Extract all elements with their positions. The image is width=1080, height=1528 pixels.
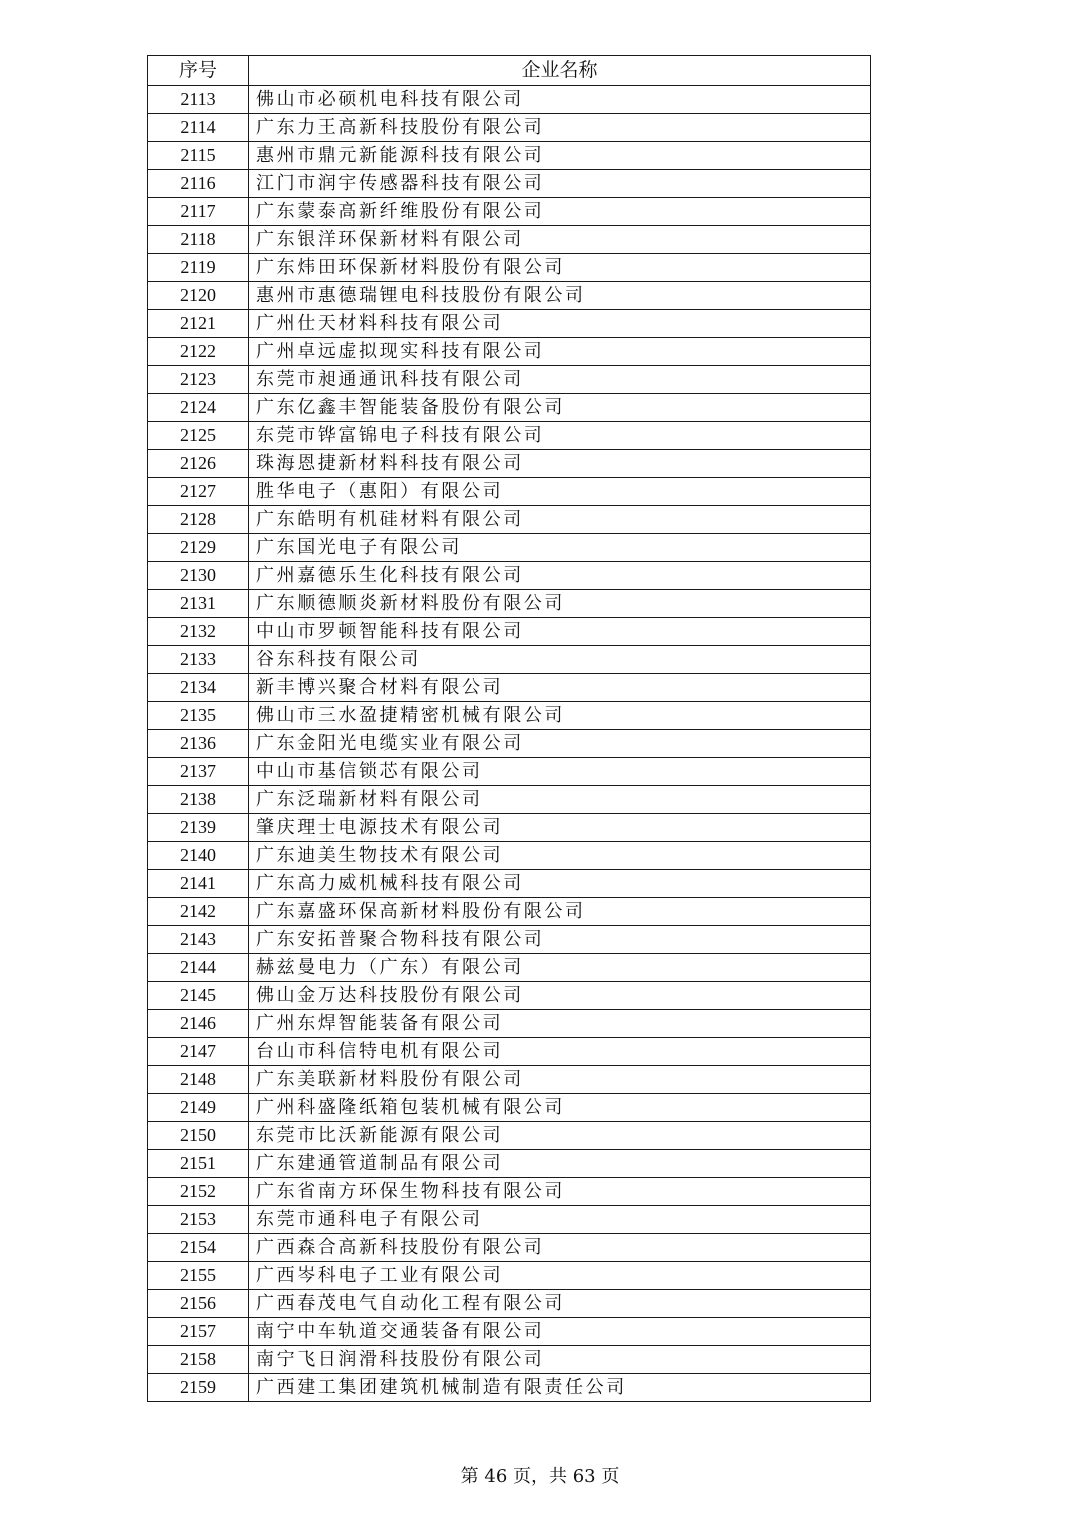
table-row bbox=[148, 730, 871, 758]
company-name-cell: 广西森合高新科技股份有限公司 bbox=[249, 1234, 871, 1262]
company-name-cell: 广东国光电子有限公司 bbox=[249, 534, 871, 562]
row-number-cell: 2159 bbox=[148, 1374, 249, 1402]
table-row bbox=[148, 814, 871, 842]
table-row bbox=[148, 366, 871, 394]
row-number-cell: 2140 bbox=[148, 842, 249, 870]
company-name-cell: 新丰博兴聚合材料有限公司 bbox=[249, 674, 871, 702]
table-row bbox=[148, 590, 871, 618]
company-name-cell: 广东省南方环保生物科技有限公司 bbox=[249, 1178, 871, 1206]
table-row bbox=[148, 1038, 871, 1066]
row-number-cell: 2126 bbox=[148, 450, 249, 478]
table-row bbox=[148, 394, 871, 422]
table-row bbox=[148, 1122, 871, 1150]
table-row bbox=[148, 758, 871, 786]
company-name-cell: 东莞市铧富锦电子科技有限公司 bbox=[249, 422, 871, 450]
row-number-cell: 2115 bbox=[148, 142, 249, 170]
company-name-cell: 广东泛瑞新材料有限公司 bbox=[249, 786, 871, 814]
row-number-cell: 2149 bbox=[148, 1094, 249, 1122]
row-number-cell: 2154 bbox=[148, 1234, 249, 1262]
table-row bbox=[148, 478, 871, 506]
company-name-cell: 广东皓明有机硅材料有限公司 bbox=[249, 506, 871, 534]
company-name-cell: 广东美联新材料股份有限公司 bbox=[249, 1066, 871, 1094]
table-row bbox=[148, 1066, 871, 1094]
row-number-cell: 2138 bbox=[148, 786, 249, 814]
company-name-cell: 谷东科技有限公司 bbox=[249, 646, 871, 674]
row-number-cell: 2146 bbox=[148, 1010, 249, 1038]
table-row bbox=[148, 1150, 871, 1178]
company-name-cell: 中山市罗顿智能科技有限公司 bbox=[249, 618, 871, 646]
company-name-cell: 广州科盛隆纸箱包装机械有限公司 bbox=[249, 1094, 871, 1122]
company-name-cell: 赫兹曼电力（广东）有限公司 bbox=[249, 954, 871, 982]
table-row bbox=[148, 674, 871, 702]
table-row bbox=[148, 702, 871, 730]
row-number-cell: 2148 bbox=[148, 1066, 249, 1094]
company-name-cell: 广东顺德顺炎新材料股份有限公司 bbox=[249, 590, 871, 618]
table-row bbox=[148, 1178, 871, 1206]
company-name-cell: 广州嘉德乐生化科技有限公司 bbox=[249, 562, 871, 590]
row-number-cell: 2153 bbox=[148, 1206, 249, 1234]
table-row bbox=[148, 1010, 871, 1038]
column-header-number: 序号 bbox=[148, 56, 249, 86]
company-name-cell: 惠州市惠德瑞锂电科技股份有限公司 bbox=[249, 282, 871, 310]
row-number-cell: 2147 bbox=[148, 1038, 249, 1066]
company-name-cell: 广东金阳光电缆实业有限公司 bbox=[249, 730, 871, 758]
row-number-cell: 2121 bbox=[148, 310, 249, 338]
row-number-cell: 2157 bbox=[148, 1318, 249, 1346]
company-name-cell: 东莞市通科电子有限公司 bbox=[249, 1206, 871, 1234]
row-number-cell: 2131 bbox=[148, 590, 249, 618]
row-number-cell: 2151 bbox=[148, 1150, 249, 1178]
company-name-cell: 广东安拓普聚合物科技有限公司 bbox=[249, 926, 871, 954]
table-row bbox=[148, 1094, 871, 1122]
company-name-cell: 佛山金万达科技股份有限公司 bbox=[249, 982, 871, 1010]
row-number-cell: 2141 bbox=[148, 870, 249, 898]
row-number-cell: 2136 bbox=[148, 730, 249, 758]
company-name-cell: 东莞市昶通通讯科技有限公司 bbox=[249, 366, 871, 394]
row-number-cell: 2128 bbox=[148, 506, 249, 534]
table-row bbox=[148, 86, 871, 114]
row-number-cell: 2119 bbox=[148, 254, 249, 282]
table-row bbox=[148, 1318, 871, 1346]
row-number-cell: 2156 bbox=[148, 1290, 249, 1318]
row-number-cell: 2116 bbox=[148, 170, 249, 198]
table-row bbox=[148, 1346, 871, 1374]
company-name-cell: 广东银洋环保新材料有限公司 bbox=[249, 226, 871, 254]
table-row bbox=[148, 310, 871, 338]
row-number-cell: 2114 bbox=[148, 114, 249, 142]
table-row bbox=[148, 926, 871, 954]
company-table-container bbox=[147, 55, 870, 1402]
company-name-cell: 广东嘉盛环保高新材料股份有限公司 bbox=[249, 898, 871, 926]
table-row bbox=[148, 254, 871, 282]
table-row bbox=[148, 198, 871, 226]
table-row bbox=[148, 898, 871, 926]
row-number-cell: 2143 bbox=[148, 926, 249, 954]
company-name-cell: 广西建工集团建筑机械制造有限责任公司 bbox=[249, 1374, 871, 1402]
row-number-cell: 2117 bbox=[148, 198, 249, 226]
company-name-cell: 广州卓远虚拟现实科技有限公司 bbox=[249, 338, 871, 366]
table-header-row bbox=[148, 56, 871, 86]
page-number: 第 46 页，共 63 页 bbox=[460, 1466, 620, 1487]
company-name-cell: 广东力王高新科技股份有限公司 bbox=[249, 114, 871, 142]
company-name-cell: 南宁中车轨道交通装备有限公司 bbox=[249, 1318, 871, 1346]
company-name-cell: 广东高力威机械科技有限公司 bbox=[249, 870, 871, 898]
table-body bbox=[148, 86, 871, 1402]
table-row bbox=[148, 1234, 871, 1262]
row-number-cell: 2135 bbox=[148, 702, 249, 730]
table-row bbox=[148, 954, 871, 982]
company-name-cell: 广州仕天材料科技有限公司 bbox=[249, 310, 871, 338]
row-number-cell: 2137 bbox=[148, 758, 249, 786]
table-row bbox=[148, 646, 871, 674]
table-row bbox=[148, 1206, 871, 1234]
company-name-cell: 广东建通管道制品有限公司 bbox=[249, 1150, 871, 1178]
table-row bbox=[148, 842, 871, 870]
company-name-cell: 胜华电子（惠阳）有限公司 bbox=[249, 478, 871, 506]
table-row bbox=[148, 870, 871, 898]
company-name-cell: 江门市润宇传感器科技有限公司 bbox=[249, 170, 871, 198]
row-number-cell: 2130 bbox=[148, 562, 249, 590]
row-number-cell: 2134 bbox=[148, 674, 249, 702]
row-number-cell: 2142 bbox=[148, 898, 249, 926]
table-row bbox=[148, 1290, 871, 1318]
table-row bbox=[148, 618, 871, 646]
row-number-cell: 2113 bbox=[148, 86, 249, 114]
company-name-cell: 广西春茂电气自动化工程有限公司 bbox=[249, 1290, 871, 1318]
row-number-cell: 2129 bbox=[148, 534, 249, 562]
row-number-cell: 2150 bbox=[148, 1122, 249, 1150]
table-row bbox=[148, 226, 871, 254]
table-row bbox=[148, 338, 871, 366]
table-row bbox=[148, 506, 871, 534]
table-row bbox=[148, 422, 871, 450]
row-number-cell: 2144 bbox=[148, 954, 249, 982]
company-table bbox=[147, 55, 871, 1402]
row-number-cell: 2132 bbox=[148, 618, 249, 646]
company-name-cell: 南宁飞日润滑科技股份有限公司 bbox=[249, 1346, 871, 1374]
row-number-cell: 2120 bbox=[148, 282, 249, 310]
column-header-company: 企业名称 bbox=[249, 56, 871, 86]
table-row bbox=[148, 282, 871, 310]
company-name-cell: 佛山市三水盈捷精密机械有限公司 bbox=[249, 702, 871, 730]
row-number-cell: 2118 bbox=[148, 226, 249, 254]
table-row bbox=[148, 142, 871, 170]
company-name-cell: 广东蒙泰高新纤维股份有限公司 bbox=[249, 198, 871, 226]
row-number-cell: 2125 bbox=[148, 422, 249, 450]
company-name-cell: 广州东焊智能装备有限公司 bbox=[249, 1010, 871, 1038]
table-row bbox=[148, 562, 871, 590]
row-number-cell: 2124 bbox=[148, 394, 249, 422]
company-name-cell: 台山市科信特电机有限公司 bbox=[249, 1038, 871, 1066]
company-name-cell: 东莞市比沃新能源有限公司 bbox=[249, 1122, 871, 1150]
row-number-cell: 2158 bbox=[148, 1346, 249, 1374]
row-number-cell: 2139 bbox=[148, 814, 249, 842]
company-name-cell: 肇庆理士电源技术有限公司 bbox=[249, 814, 871, 842]
company-name-cell: 广东迪美生物技术有限公司 bbox=[249, 842, 871, 870]
table-row bbox=[148, 1374, 871, 1402]
company-name-cell: 中山市基信锁芯有限公司 bbox=[249, 758, 871, 786]
table-row bbox=[148, 982, 871, 1010]
table-row bbox=[148, 450, 871, 478]
table-row bbox=[148, 534, 871, 562]
company-name-cell: 惠州市鼎元新能源科技有限公司 bbox=[249, 142, 871, 170]
company-name-cell: 珠海恩捷新材料科技有限公司 bbox=[249, 450, 871, 478]
row-number-cell: 2133 bbox=[148, 646, 249, 674]
row-number-cell: 2155 bbox=[148, 1262, 249, 1290]
company-name-cell: 广东亿鑫丰智能装备股份有限公司 bbox=[249, 394, 871, 422]
table-row bbox=[148, 170, 871, 198]
table-row bbox=[148, 114, 871, 142]
company-name-cell: 佛山市必硕机电科技有限公司 bbox=[249, 86, 871, 114]
company-name-cell: 广西岑科电子工业有限公司 bbox=[249, 1262, 871, 1290]
row-number-cell: 2152 bbox=[148, 1178, 249, 1206]
company-name-cell: 广东炜田环保新材料股份有限公司 bbox=[249, 254, 871, 282]
row-number-cell: 2127 bbox=[148, 478, 249, 506]
row-number-cell: 2145 bbox=[148, 982, 249, 1010]
row-number-cell: 2123 bbox=[148, 366, 249, 394]
table-row bbox=[148, 786, 871, 814]
table-row bbox=[148, 1262, 871, 1290]
row-number-cell: 2122 bbox=[148, 338, 249, 366]
